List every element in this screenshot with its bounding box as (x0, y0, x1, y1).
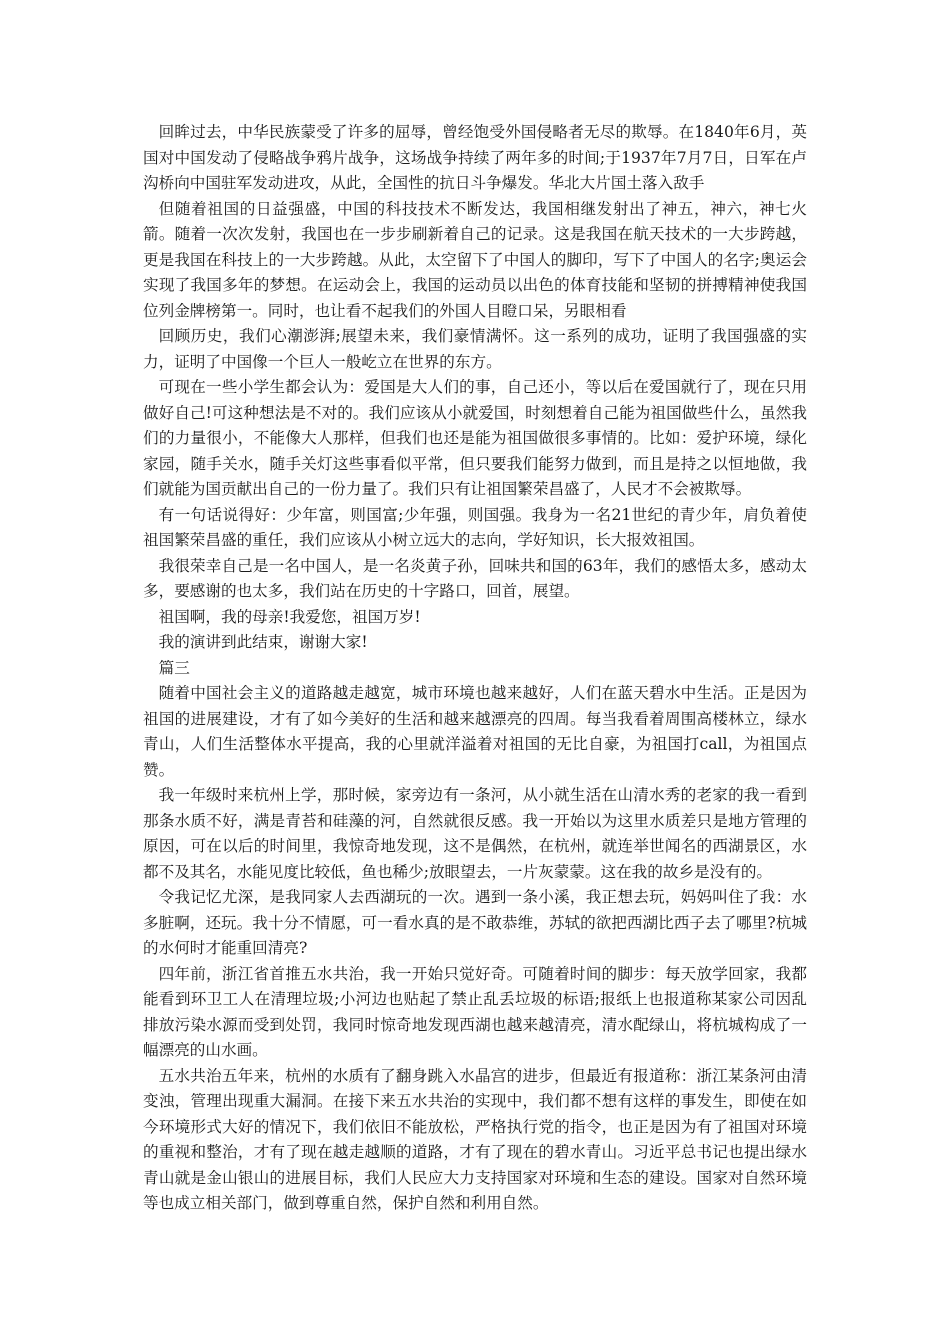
paragraph-10: 我一年级时来杭州上学，那时候，家旁边有一条河，从小就生活在山清水秀的老家的我一看到那条水质不好，满是青苔和硅藻的河，自然就很反感。我一开始以为这里水质差只是地方管理的原因，可在以后的时间里，我惊奇地发现，这不是偶然，在杭州，就连举世闻名的西湖景区，水都不及其名，水能见度比较低，鱼也稀少;放眼望去，一片灰蒙蒙。这在我的故乡是没有的。 (143, 786, 807, 881)
paragraph-12: 四年前，浙江省首推五水共治，我一开始只觉好奇。可随着时间的脚步：每天放学回家，我都能看到环卫工人在清理垃圾;小河边也贴起了禁止乱丢垃圾的标语;报纸上也报道称某家公司因乱排放污染水源而受到处罚，我同时惊奇地发现西湖也越来越清亮，清水配绿山，将杭城构成了一幅漂亮的山水画。 (143, 964, 807, 1059)
paragraph-11: 令我记忆尤深，是我同家人去西湖玩的一次。遇到一条小溪，我正想去玩，妈妈叫住了我：水多脏啊，还玩。我十分不情愿，可一看水真的是不敢恭维，苏轼的欲把西湖比西子去了哪里?杭城的水何时才能重回清亮? (143, 888, 807, 957)
paragraph-3: 回顾历史，我们心潮澎湃;展望未来，我们豪情满怀。这一系列的成功，证明了我国强盛的实力，证明了中国像一个巨人一般屹立在世界的东方。 (143, 327, 807, 371)
paragraph-4: 可现在一些小学生都会认为：爱国是大人们的事，自己还小，等以后在爱国就行了，现在只用做好自己!可这种想法是不对的。我们应该从小就爱国，时刻想着自己能为祖国做些什么，虽然我们的力量很小，不能像大人那样，但我们也还是能为祖国做很多事情的。比如：爱护环境，绿化家园，随手关水，随手关灯这些事看似平常，但只要我们能努力做到，而且是持之以恒地做，我们就能为国贡献出自己的一份力量了。我们只有让祖国繁荣昌盛了，人民才不会被欺辱。 (143, 378, 807, 498)
paragraph-7: 祖国啊，我的母亲!我爱您，祖国万岁! (158, 607, 421, 626)
paragraph-1: 回眸过去，中华民族蒙受了许多的屈辱，曾经饱受外国侵略者无尽的欺辱。在1840年6月，英国对中国发动了侵略战争鸦片战争，这场战争持续了两年多的时间;于1937年7月7日，日军在卢沟桥向中国驻军发动进攻，从此，全国性的抗日斗争爆发。华北大片国土落入敌手 (143, 123, 807, 192)
document-body (143, 120, 807, 1217)
paragraph-6: 我很荣幸自己是一名中国人，是一名炎黄子孙，回味共和国的63年，我们的感悟太多，感动太多，要感谢的也太多，我们站在历史的十字路口，回首，展望。 (143, 556, 807, 600)
section-heading: 篇三 (158, 658, 190, 677)
paragraph-9: 随着中国社会主义的道路越走越宽，城市环境也越来越好，人们在蓝天碧水中生活。正是因为祖国的进展建设，才有了如今美好的生活和越来越漂亮的四周。每当我看着周围高楼林立，绿水青山，人们生活整体水平提高，我的心里就洋溢着对祖国的无比自豪，为祖国打call，为祖国点赞。 (143, 684, 807, 779)
paragraph-2: 但随着祖国的日益强盛，中国的科技技术不断发达，我国相继发射出了神五，神六，神七火箭。随着一次次发射，我国也在一步步刷新着自己的记录。这是我国在航天技术的一大步跨越，更是我国在科技上的一大步跨越。从此，太空留下了中国人的脚印，写下了中国人的名字;奥运会实现了我国多年的梦想。在运动会上，我国的运动员以出色的体育技能和坚韧的拼搏精神使我国位列金牌榜第一。同时，也让看不起我们的外国人目瞪口呆，另眼相看 (143, 199, 807, 320)
paragraph-13: 五水共治五年来，杭州的水质有了翻身跳入水晶宫的进步，但最近有报道称：浙江某条河由清变浊，管理出现重大漏洞。在接下来五水共治的实现中，我们都不想有这样的事发生，即使在如今环境形式大好的情况下，我们依旧不能放松，严格执行党的指令，也正是因为有了祖国对环境的重视和整治，才有了现在越走越顺的道路，才有了现在的碧水青山。习近平总书记也提出绿水青山就是金山银山的进展目标，我们人民应大力支持国家对环境和生态的建设。国家对自然环境等也成立相关部门，做到尊重自然，保护自然和利用自然。 (143, 1066, 807, 1212)
paragraph-5: 有一句话说得好：少年富，则国富;少年强，则国强。我身为一名21世纪的青少年，肩负着使祖国繁荣昌盛的重任，我们应该从小树立远大的志向，学好知识，长大报效祖国。 (143, 505, 807, 549)
paragraph-8: 我的演讲到此结束，谢谢大家! (158, 633, 368, 651)
